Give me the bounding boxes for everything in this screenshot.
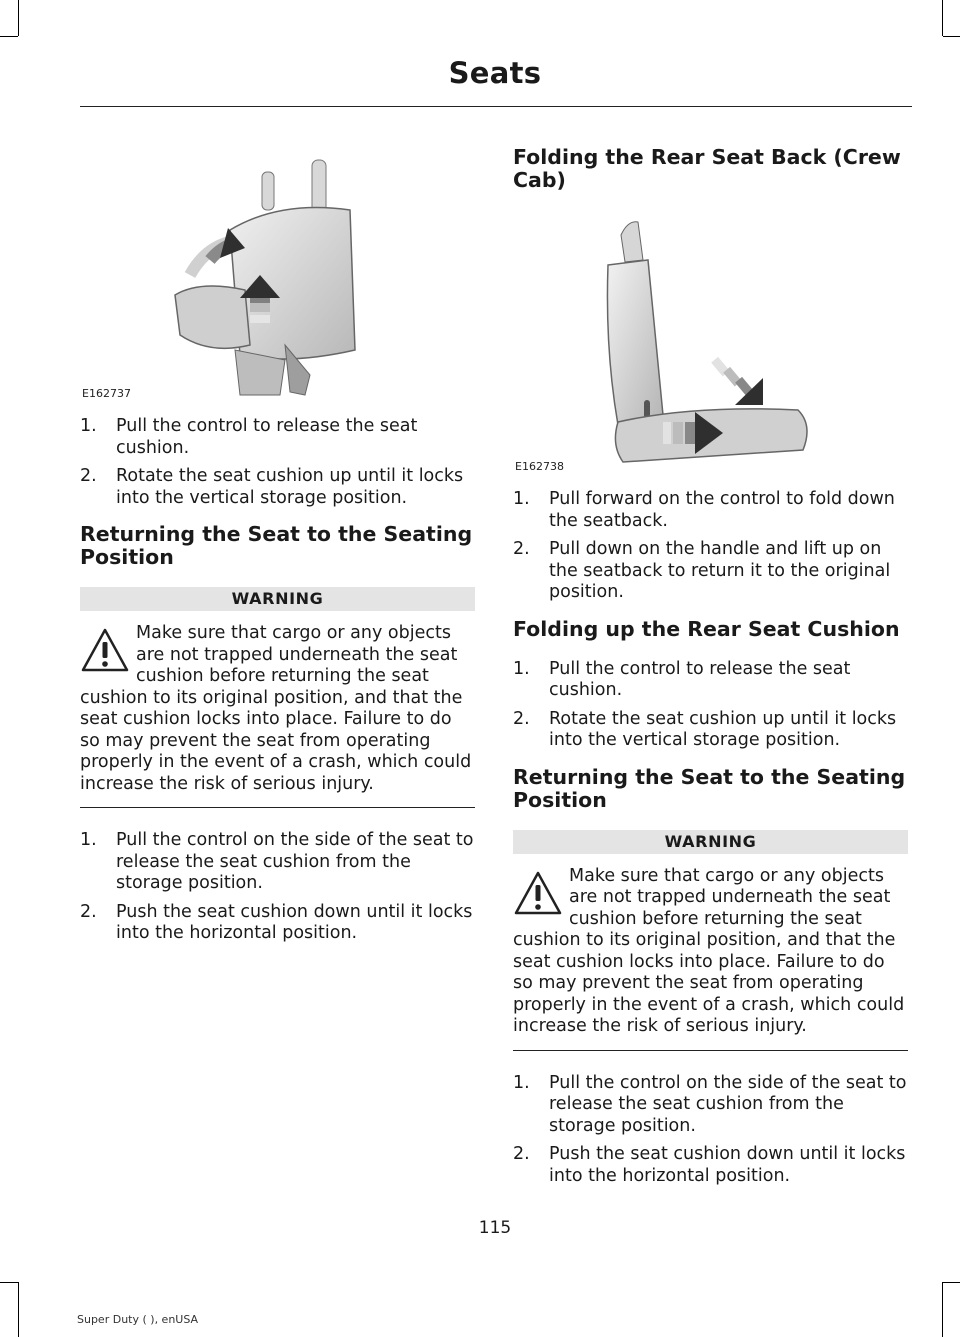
step-text: Rotate the seat cushion up until it locks into the vertical storage position. xyxy=(116,466,464,508)
step-text: Push the seat cushion down until it locks into the horizontal position. xyxy=(549,1144,906,1186)
step-number: 2. xyxy=(513,1144,530,1164)
step-number: 1. xyxy=(513,658,530,679)
seat-cushion-illustration xyxy=(80,130,475,402)
step-list xyxy=(80,416,475,509)
list-item xyxy=(513,539,908,604)
step-number: 2. xyxy=(80,901,97,922)
crop-mark xyxy=(943,1282,960,1283)
warning-label: WARNING xyxy=(513,830,908,854)
step-number: 1. xyxy=(513,1072,530,1093)
seat-cushion-figure xyxy=(80,130,475,402)
step-number: 1. xyxy=(513,489,530,509)
page-title: Seats xyxy=(448,56,542,90)
figure-code: E162737 xyxy=(82,387,131,400)
section-heading: Folding up the Rear Seat Cushion xyxy=(513,616,900,641)
right-column xyxy=(513,146,908,1194)
left-column xyxy=(80,130,475,952)
step-number: 1. xyxy=(80,830,97,850)
crop-mark xyxy=(942,0,943,36)
warning-rule xyxy=(513,1050,908,1051)
warning-label: WARNING xyxy=(80,587,475,611)
figure-code: E162738 xyxy=(515,460,564,473)
list-item xyxy=(80,902,475,945)
list-item xyxy=(80,416,475,459)
step-number: 2. xyxy=(513,708,530,729)
step-text: Pull the control on the side of the seat to release the seat cushion from the storage position. xyxy=(116,830,474,893)
step-text: Pull the control on the side of the seat to release the seat cushion from the storage position. xyxy=(549,1072,907,1136)
crop-mark xyxy=(943,36,960,37)
step-number: 1. xyxy=(80,416,97,436)
step-list xyxy=(80,830,475,945)
warning-triangle-icon xyxy=(513,868,563,920)
section-heading: Returning the Seat to the Seating Position xyxy=(513,764,906,812)
list-item xyxy=(513,659,908,702)
step-list xyxy=(513,659,908,752)
list-item xyxy=(513,709,908,752)
step-number: 2. xyxy=(80,466,97,486)
list-item xyxy=(80,830,475,895)
warning-text: Make sure that cargo or any objects are not trapped underneath the seat cushion before returning the seat cushion to its original position, and that the seat cushion locks into place. Failure to do so may prevent the seat from operating properly in the event of a crash, which could increase the risk of serious injury. xyxy=(80,623,472,794)
seatback-figure xyxy=(513,200,908,475)
list-item xyxy=(513,489,908,532)
list-item xyxy=(513,1144,908,1187)
warning-box xyxy=(80,587,475,808)
step-text: Rotate the seat cushion up until it locks into the vertical storage position. xyxy=(549,708,897,750)
crop-mark xyxy=(18,1282,19,1337)
title-rule xyxy=(80,106,912,107)
warning-body xyxy=(513,866,908,1038)
warning-box xyxy=(513,830,908,1051)
crop-mark xyxy=(18,0,19,36)
step-list xyxy=(513,1073,908,1188)
crop-mark xyxy=(0,1282,18,1283)
section-heading: Returning the Seat to the Seating Position xyxy=(80,522,473,569)
step-text: Pull down on the handle and lift up on the seatback to return it to the original position. xyxy=(549,539,891,602)
step-list xyxy=(513,489,908,604)
step-text: Pull the control to release the seat cushion. xyxy=(116,416,418,458)
crop-mark xyxy=(0,36,18,37)
warning-text: Make sure that cargo or any objects are not trapped underneath the seat cushion before returning the seat cushion to its original position, and that the seat cushion locks into place. Failure to do so may prevent the seat from operating properly in the event of a crash, which could increase the risk of serious injury. xyxy=(513,865,905,1036)
warning-body xyxy=(80,623,475,795)
warning-triangle-icon xyxy=(80,625,130,677)
warning-rule xyxy=(80,807,475,808)
section-heading: Folding the Rear Seat Back (Crew Cab) xyxy=(513,145,901,192)
step-text: Push the seat cushion down until it locks into the horizontal position. xyxy=(116,901,473,943)
list-item xyxy=(80,466,475,509)
seatback-illustration xyxy=(513,200,908,475)
step-text: Pull forward on the control to fold down the seatback. xyxy=(549,489,895,531)
step-number: 2. xyxy=(513,539,530,559)
publication-footer: Super Duty ( ), enUSA xyxy=(77,1313,199,1326)
list-item xyxy=(513,1073,908,1138)
crop-mark xyxy=(942,1282,943,1337)
step-text: Pull the control to release the seat cushion. xyxy=(549,658,851,700)
page-number: 115 xyxy=(478,1218,512,1238)
